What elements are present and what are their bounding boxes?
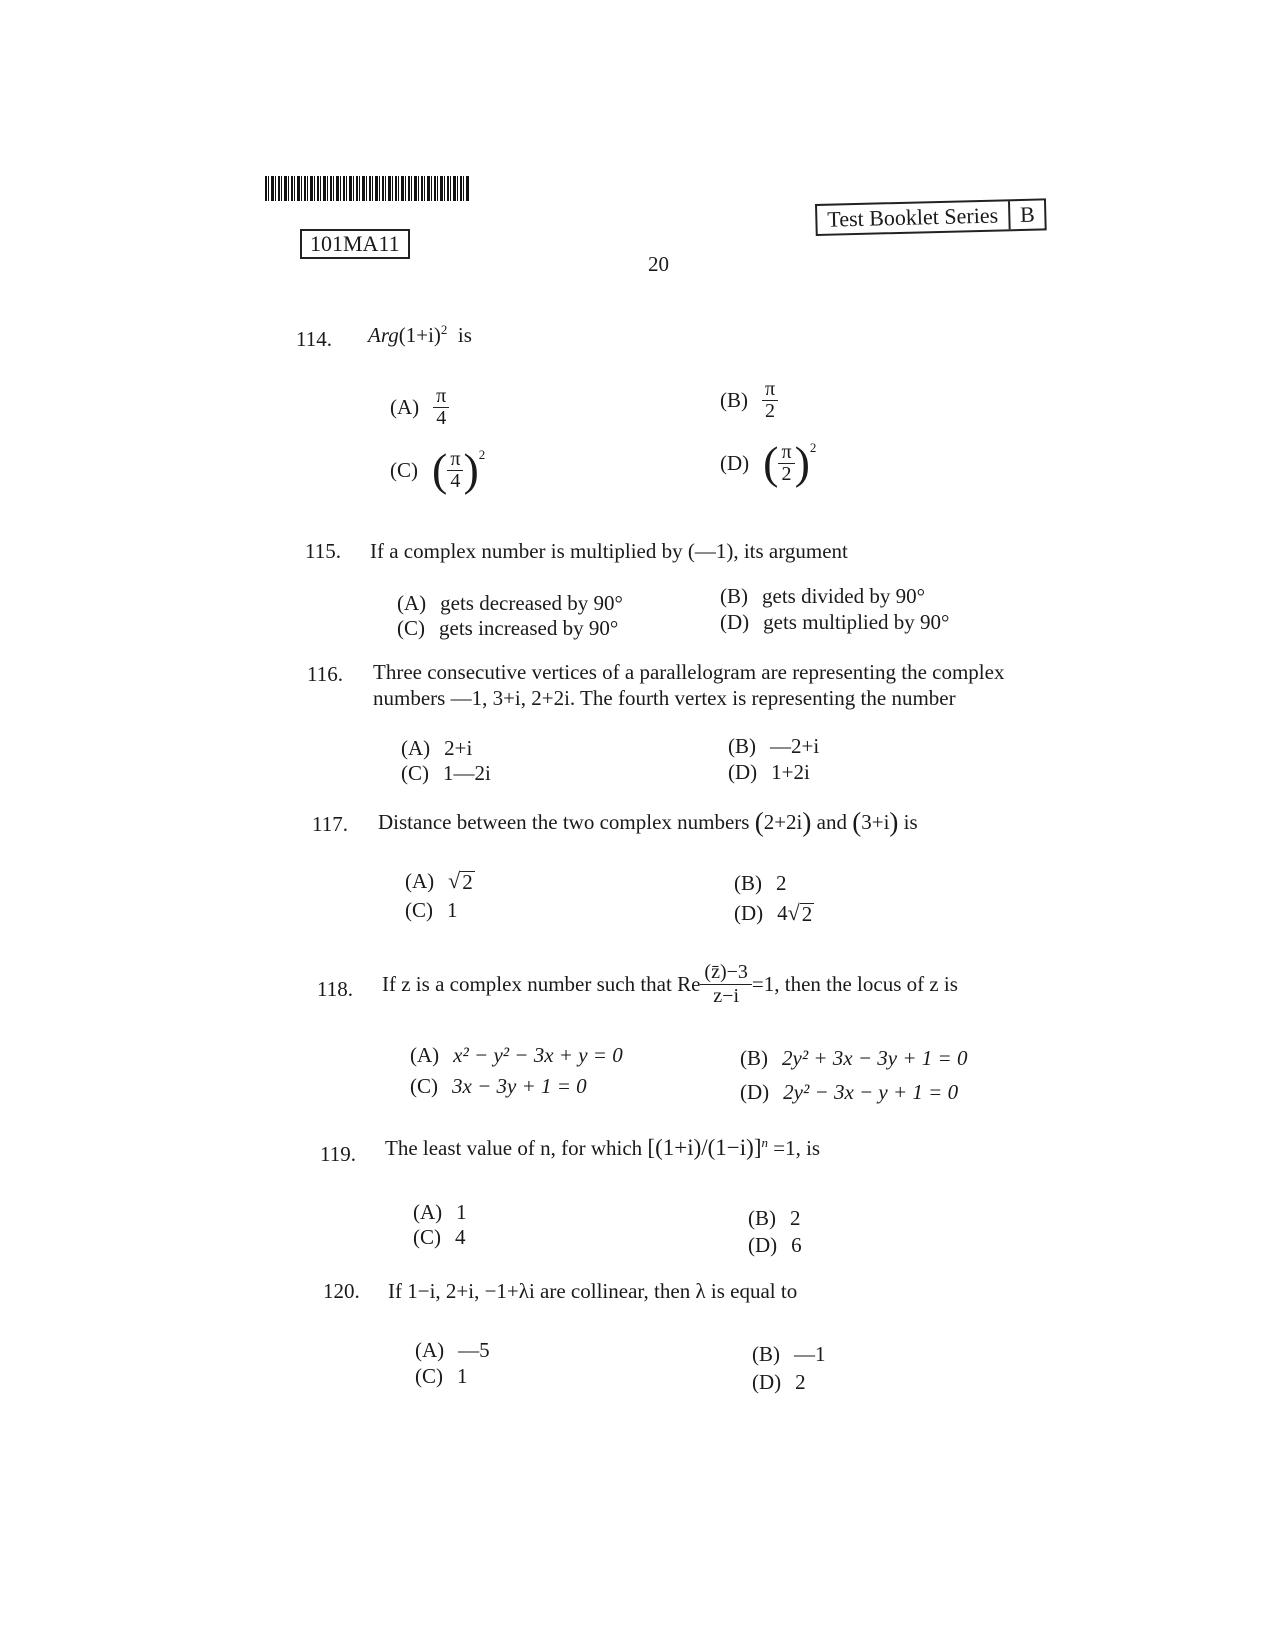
option-label: (C) [413, 1225, 441, 1249]
option-text: gets increased by 90° [439, 616, 619, 640]
option-text: 3x − 3y + 1 = 0 [452, 1074, 587, 1098]
arg-exponent: 2 [440, 322, 448, 337]
option-b [740, 1046, 967, 1071]
option-label: (B) [748, 1206, 776, 1230]
option-d [720, 610, 949, 635]
option-d [740, 1080, 958, 1105]
option-label: (A) [415, 1338, 445, 1362]
option-b [728, 734, 819, 759]
complex-number-2: 3+i [861, 810, 890, 834]
option-text: —2+i [770, 734, 820, 758]
option-d: (D) ( $\frac{\pi}{2}$ ) 2 [720, 437, 817, 488]
fraction [778, 442, 794, 485]
square-root: √ 2 [787, 900, 813, 926]
numerator: π [778, 442, 794, 464]
question-120-text: If 1−i, 2+i, −1+λi are collinear, then λ is equal to [388, 1279, 798, 1303]
option-label: (A) [410, 1043, 440, 1067]
question-text: Distance between the two complex numbers [378, 810, 750, 834]
option-c [401, 761, 491, 786]
option-text: 2 [795, 1370, 806, 1394]
exponent: 2 [809, 440, 817, 455]
option-a [410, 1043, 623, 1068]
option-a [413, 1200, 467, 1225]
option-text: 2y² − 3x − y + 1 = 0 [783, 1080, 959, 1104]
radicand: 2 [462, 870, 473, 894]
option-label: (A) [413, 1200, 443, 1224]
series-label: Test Booklet Series [827, 202, 999, 232]
option-a [401, 736, 472, 761]
fraction [433, 386, 449, 429]
question-text: =1, then the locus of z is [751, 972, 958, 996]
coefficient: 4 [777, 900, 788, 925]
option-text: 2 [776, 871, 787, 895]
question-116-line-2: numbers —1, 3+i, 2+2i. The fourth vertex is representing the number [373, 686, 956, 710]
option-c [413, 1225, 466, 1250]
arg-function: Arg [368, 323, 399, 347]
option-c [410, 1074, 587, 1099]
series-value: B [1008, 200, 1045, 229]
exponent: n [761, 1135, 768, 1150]
option-text: gets decreased by 90° [440, 591, 623, 615]
numerator: π [447, 449, 463, 471]
question-number: 114. [296, 327, 332, 351]
question-115-text: If a complex number is multiplied by (—1), its argument [370, 539, 848, 563]
question-number: 119. [320, 1142, 356, 1166]
question-tail: is [457, 323, 472, 347]
option-label: (A) [397, 591, 427, 615]
fraction [762, 379, 778, 422]
option-a [415, 1338, 490, 1363]
option-text: 2+i [444, 736, 473, 760]
denominator: z−i [713, 985, 739, 1007]
option-label: (B) [734, 871, 762, 895]
option-text: 6 [791, 1233, 802, 1257]
option-b [748, 1206, 801, 1231]
numerator: π [433, 386, 449, 408]
question-119-text [385, 1135, 820, 1161]
option-c [405, 898, 458, 923]
square-root: √ 2 [448, 868, 473, 894]
question-number: 117. [312, 812, 348, 836]
option-label: (C) [410, 1074, 438, 1098]
option-label: (A) [401, 736, 431, 760]
question-text: =1, is [773, 1136, 821, 1160]
numerator: π [762, 379, 778, 401]
option-c [397, 616, 618, 641]
question-number: 116. [307, 662, 343, 686]
option-text: —5 [458, 1338, 490, 1362]
option-d [728, 760, 810, 785]
option-text: 1 [456, 1200, 467, 1224]
question-number: 120. [323, 1279, 360, 1303]
option-d [734, 900, 814, 926]
page-number: 20 [648, 252, 669, 276]
test-booklet-series [815, 198, 1047, 236]
option-c: (C) ( $\frac{\pi}{4}$ ) 2 [390, 444, 486, 495]
fraction [700, 961, 751, 1008]
radicand: 2 [801, 902, 813, 926]
question-number: 115. [305, 539, 341, 563]
barcode [265, 176, 470, 201]
option-text: 1 [447, 898, 458, 922]
option-text: 2y² + 3x − 3y + 1 = 0 [782, 1046, 968, 1070]
option-label: (C) [401, 761, 429, 785]
option-label: (D) [752, 1370, 782, 1394]
option-label: (D) [748, 1233, 778, 1257]
option-text: —1 [794, 1342, 826, 1366]
question-text: is [903, 810, 918, 834]
question-text: If z is a complex number such that Re [382, 972, 701, 996]
option-label: (C) [405, 898, 433, 922]
option-text: 4 [455, 1225, 466, 1249]
option-text: 1 [457, 1364, 468, 1388]
option-label: (B) [720, 388, 748, 412]
option-b [734, 871, 787, 896]
complex-number-1: 2+2i [763, 810, 803, 834]
option-label: (D) [740, 1080, 770, 1104]
option-text: x² − y² − 3x + y = 0 [453, 1043, 623, 1067]
paper-code: 101MA11 [300, 229, 410, 259]
option-d [752, 1370, 806, 1395]
fraction [447, 449, 463, 492]
exponent: 2 [478, 447, 486, 462]
expression: [(1+i)/(1−i)] [647, 1135, 762, 1160]
option-label: (D) [728, 760, 758, 784]
option-a [397, 591, 623, 616]
option-label: (C) [397, 616, 425, 640]
question-114-text [368, 322, 472, 348]
option-d [748, 1233, 802, 1258]
option-a [390, 386, 449, 429]
option-label: (B) [752, 1342, 780, 1366]
question-118-text [382, 961, 958, 1008]
denominator: 4 [450, 469, 461, 492]
option-label: (C) [390, 457, 418, 482]
option-label: (B) [728, 734, 756, 758]
question-116-line-1: Three consecutive vertices of a parallelogram are representing the complex [373, 660, 1005, 684]
option-c [415, 1364, 468, 1389]
denominator: 2 [765, 400, 776, 422]
option-label: (A) [390, 395, 420, 419]
option-label: (D) [720, 610, 750, 634]
numerator: (z̄)−3 [700, 961, 751, 985]
option-label: (B) [720, 584, 748, 608]
option-b [752, 1342, 826, 1367]
question-117-text: Distance between the two complex numbers (2+2i) and (3+i) is [378, 807, 918, 837]
option-text: gets multiplied by 90° [763, 610, 950, 634]
option-b [720, 379, 778, 422]
option-label: (C) [415, 1364, 443, 1388]
option-label: (B) [740, 1046, 768, 1070]
option-text: 2 [790, 1206, 801, 1230]
option-label: (D) [734, 900, 764, 925]
denominator: 2 [781, 462, 792, 485]
question-text: and [816, 810, 847, 834]
question-text: The least value of n, for which [385, 1136, 643, 1160]
option-text: 1+2i [771, 760, 810, 784]
question-number: 118. [317, 977, 353, 1001]
option-text: 1—2i [443, 761, 491, 785]
option-a [405, 868, 475, 894]
arg-base: (1+i) [398, 323, 441, 347]
option-label: (A) [405, 868, 435, 893]
option-b [720, 584, 925, 609]
option-text: gets divided by 90° [762, 584, 925, 608]
option-label: (D) [720, 450, 750, 475]
denominator: 4 [436, 407, 447, 429]
